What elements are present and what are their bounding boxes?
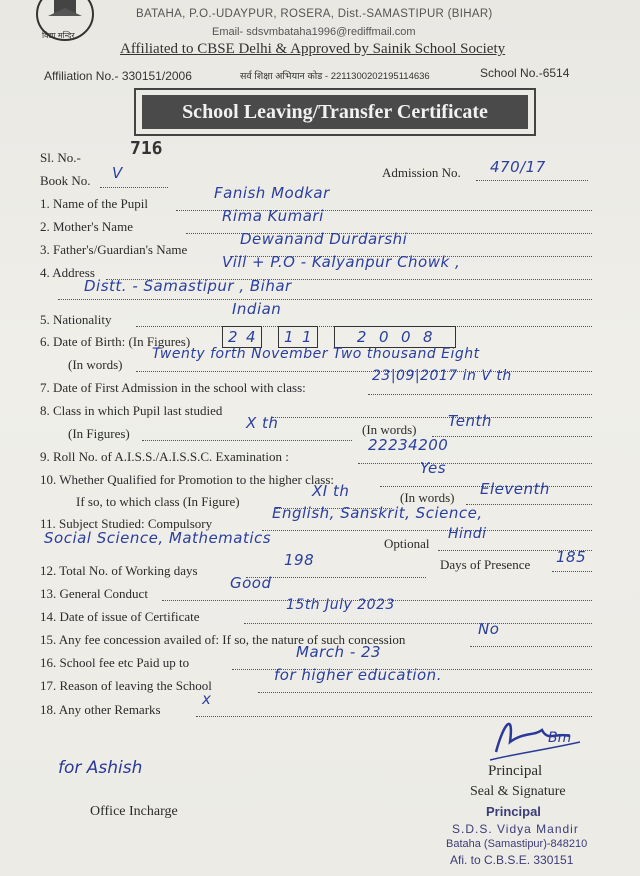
address-line1-value: Vill + P.O - Kalyanpur Chowk , — [222, 253, 461, 271]
office-incharge-signature: for Ashish — [58, 758, 143, 778]
subjects-compulsory-line2: Social Science, Mathematics — [44, 529, 272, 547]
dob-label: 6. Date of Birth: (In Figures) — [40, 334, 191, 349]
stamp-affiliation: Afi. to C.B.S.E. 330151 — [450, 853, 574, 867]
admission-label: Admission No. — [382, 165, 461, 180]
serial-label: Sl. No.- — [40, 150, 81, 165]
promotion-label: 10. Whether Qualified for Promotion to the higher class: — [40, 472, 334, 487]
higher-class-words-label: (In words) — [400, 490, 455, 505]
fee-paid-label: 16. School fee etc Paid up to — [40, 655, 190, 670]
stamp-principal: Principal — [486, 804, 541, 819]
fee-paid-value: March - 23 — [296, 643, 382, 661]
conduct-label: 13. General Conduct — [40, 586, 148, 601]
roll-no-value: 22234200 — [368, 436, 449, 454]
nationality-value: Indian — [232, 300, 282, 318]
school-email: Email- sdsvmbataha1996@rediffmail.com — [212, 26, 416, 38]
fee-concession-label: 15. Any fee concession availed of: If so, the nature of such concession — [40, 632, 406, 647]
mother-name-label: 2. Mother's Name — [40, 219, 133, 234]
stamp-school-name: S.D.S. Vidya Mandir — [452, 822, 579, 836]
working-days-label: 12. Total No. of Working days — [40, 563, 198, 578]
father-name-value: Dewanand Durdarshi — [240, 230, 408, 248]
stamp-location: Bataha (Samastipur)-848210 — [446, 838, 588, 850]
school-number: School No.-6514 — [480, 66, 570, 80]
dob-words-label: (In words) — [68, 357, 123, 372]
pupil-name-value: Fanish Modkar — [214, 184, 330, 202]
book-value: V — [112, 164, 123, 182]
dob-month-box: 1 1 — [278, 326, 318, 348]
admission-value: 470/17 — [490, 158, 546, 176]
class-figures-label: (In Figures) — [68, 426, 130, 441]
dob-words-value: Twenty forth November Two thousand Eight — [152, 346, 480, 362]
class-figures-value: X th — [246, 414, 279, 432]
days-presence-value: 185 — [556, 548, 587, 566]
dob-year-box: 2 0 0 8 — [334, 326, 456, 348]
roll-no-label: 9. Roll No. of A.I.S.S./A.I.S.S.C. Examination : — [40, 449, 289, 464]
affiliation-number: Affiliation No.- 330151/2006 — [44, 69, 192, 83]
book-label: Book No. — [40, 173, 91, 188]
seal-signature-label: Seal & Signature — [470, 784, 566, 799]
sarva-shiksha-code: सर्व शिक्षा अभियान कोड - 22113002021951146​36 — [240, 71, 430, 82]
leaving-reason-value: for higher education. — [274, 666, 442, 684]
first-admission-label: 7. Date of First Admission in the school with class: — [40, 380, 306, 395]
school-address: BATAHA, P.O.-UDAYPUR, ROSERA, Dist.-SAMASTIPUR (BIHAR) — [136, 8, 493, 20]
address-label: 4. Address — [40, 265, 95, 280]
father-name-label: 3. Father's/Guardian's Name — [40, 242, 188, 257]
promotion-value: Yes — [420, 459, 447, 477]
subjects-compulsory-line1: English, Sanskrit, Science, — [272, 504, 483, 522]
mother-name-value: Rima Kumari — [222, 207, 324, 225]
working-days-value: 198 — [284, 551, 315, 569]
remarks-value: x — [202, 690, 212, 708]
days-presence-label: Days of Presence — [440, 557, 531, 572]
higher-class-words-value: Eleventh — [480, 480, 550, 498]
logo-caption: विद्या मन्दिर — [42, 31, 75, 40]
serial-value: 716 — [130, 138, 163, 159]
optional-label: Optional — [384, 536, 430, 551]
conduct-value: Good — [230, 574, 272, 592]
certificate-title: School Leaving/Transfer Certificate — [142, 95, 528, 129]
nationality-label: 5. Nationality — [40, 312, 112, 327]
class-words-value: Tenth — [448, 412, 492, 430]
fee-concession-value: No — [478, 620, 500, 638]
higher-class-figure-value: XI th — [312, 482, 350, 500]
class-words-label: (In words) — [362, 422, 417, 437]
dob-day-box: 2 4 — [222, 326, 262, 348]
principal-label: Principal — [488, 763, 543, 779]
affiliation-line: Affiliated to CBSE Delhi & Approved by Sainik School Society — [120, 41, 506, 57]
principal-signature: Bm — [548, 730, 572, 746]
issue-date-label: 14. Date of issue of Certificate — [40, 609, 200, 624]
certificate-title-frame — [134, 88, 536, 136]
dob-boxes — [222, 326, 472, 348]
leaving-reason-label: 17. Reason of leaving the School — [40, 678, 212, 693]
class-last-studied-label: 8. Class in which Pupil last studied — [40, 403, 223, 418]
remarks-label: 18. Any other Remarks — [40, 702, 161, 717]
office-incharge-label: Office Incharge — [90, 804, 178, 819]
optional-value: Hindi — [448, 526, 487, 542]
first-admission-value: 23|09|2017 in V th — [372, 368, 512, 384]
higher-class-label: If so, to which class (In Figure) — [76, 494, 240, 509]
issue-date-value: 15th July 2023 — [286, 597, 395, 613]
pupil-name-label: 1. Name of the Pupil — [40, 196, 148, 211]
address-line2-value: Distt. - Samastipur , Bihar — [84, 277, 292, 295]
subjects-label: 11. Subject Studied: Compulsory — [40, 516, 213, 531]
